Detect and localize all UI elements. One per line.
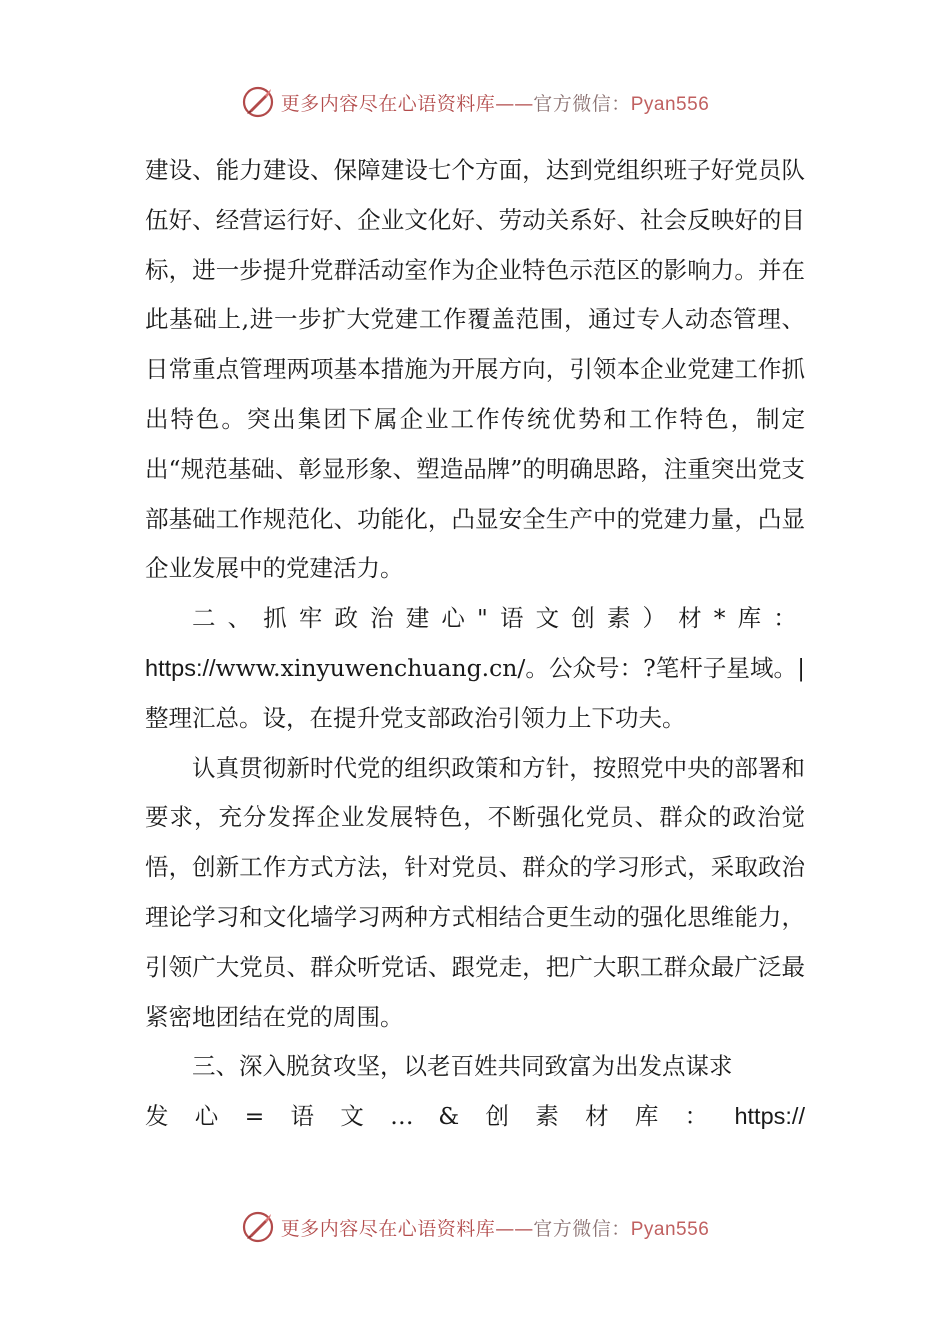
header-banner-text: 更多内容尽在心语资料库——官方微信：Pyan556 <box>280 92 710 115</box>
paragraph-3: 认真贯彻新时代党的组织政策和方针，按照党中央的部署和要求，充分发挥企业发展特色，不断强化党员、群众的政治觉悟，创新工作方式方法，针对党员、群众的学习形式，采取政治理论学习和文化墙学习两种方式相结合更生动的强化思维能力，引领广大党员、群众听党话、跟党走，把广大职工群众最广泛最紧密地团结在党的周围。 <box>145 753 805 1031</box>
footer-banner <box>0 1210 950 1244</box>
quill-logo-icon <box>241 1210 275 1244</box>
paragraph-2: 二、抓牢政治建心"语文创素）材*库：https://www.xinyuwenchuang.cn/。公众号：?笔杆子星域。|整理汇总。设，在提升党支部政治引领力上下功夫。 <box>145 604 805 732</box>
paragraph-1: 建设、能力建设、保障建设七个方面，达到党组织班子好党员队伍好、经营运行好、企业文化好、劳动关系好、社会反映好的目标，进一步提升党群活动室作为企业特色示范区的影响力。并在此基础上,进一步扩大党建工作覆盖范围，通过专人动态管理、日常重点管理两项基本措施为开展方向，引领本企业党建工作抓出特色。突出集团下属企业工作传统优势和工作特色，制定出“规范基础、彰显形象、塑造品牌”的明确思路，注重突出党支部基础工作规范化、功能化，凸显安全生产中的党建力量，凸显企业发展中的党建活力。 <box>145 156 805 583</box>
footer-banner-text: 更多内容尽在心语资料库——官方微信：Pyan556 <box>280 1217 710 1240</box>
header-banner <box>0 85 950 119</box>
paragraph-4-cont: 发心=语文…&创素材库：https:// <box>145 1102 805 1131</box>
paragraph-4: 三、深入脱贫攻坚，以老百姓共同致富为出发点谋求 <box>192 1052 733 1081</box>
document-body <box>145 146 805 1142</box>
quill-logo-icon <box>241 85 275 119</box>
